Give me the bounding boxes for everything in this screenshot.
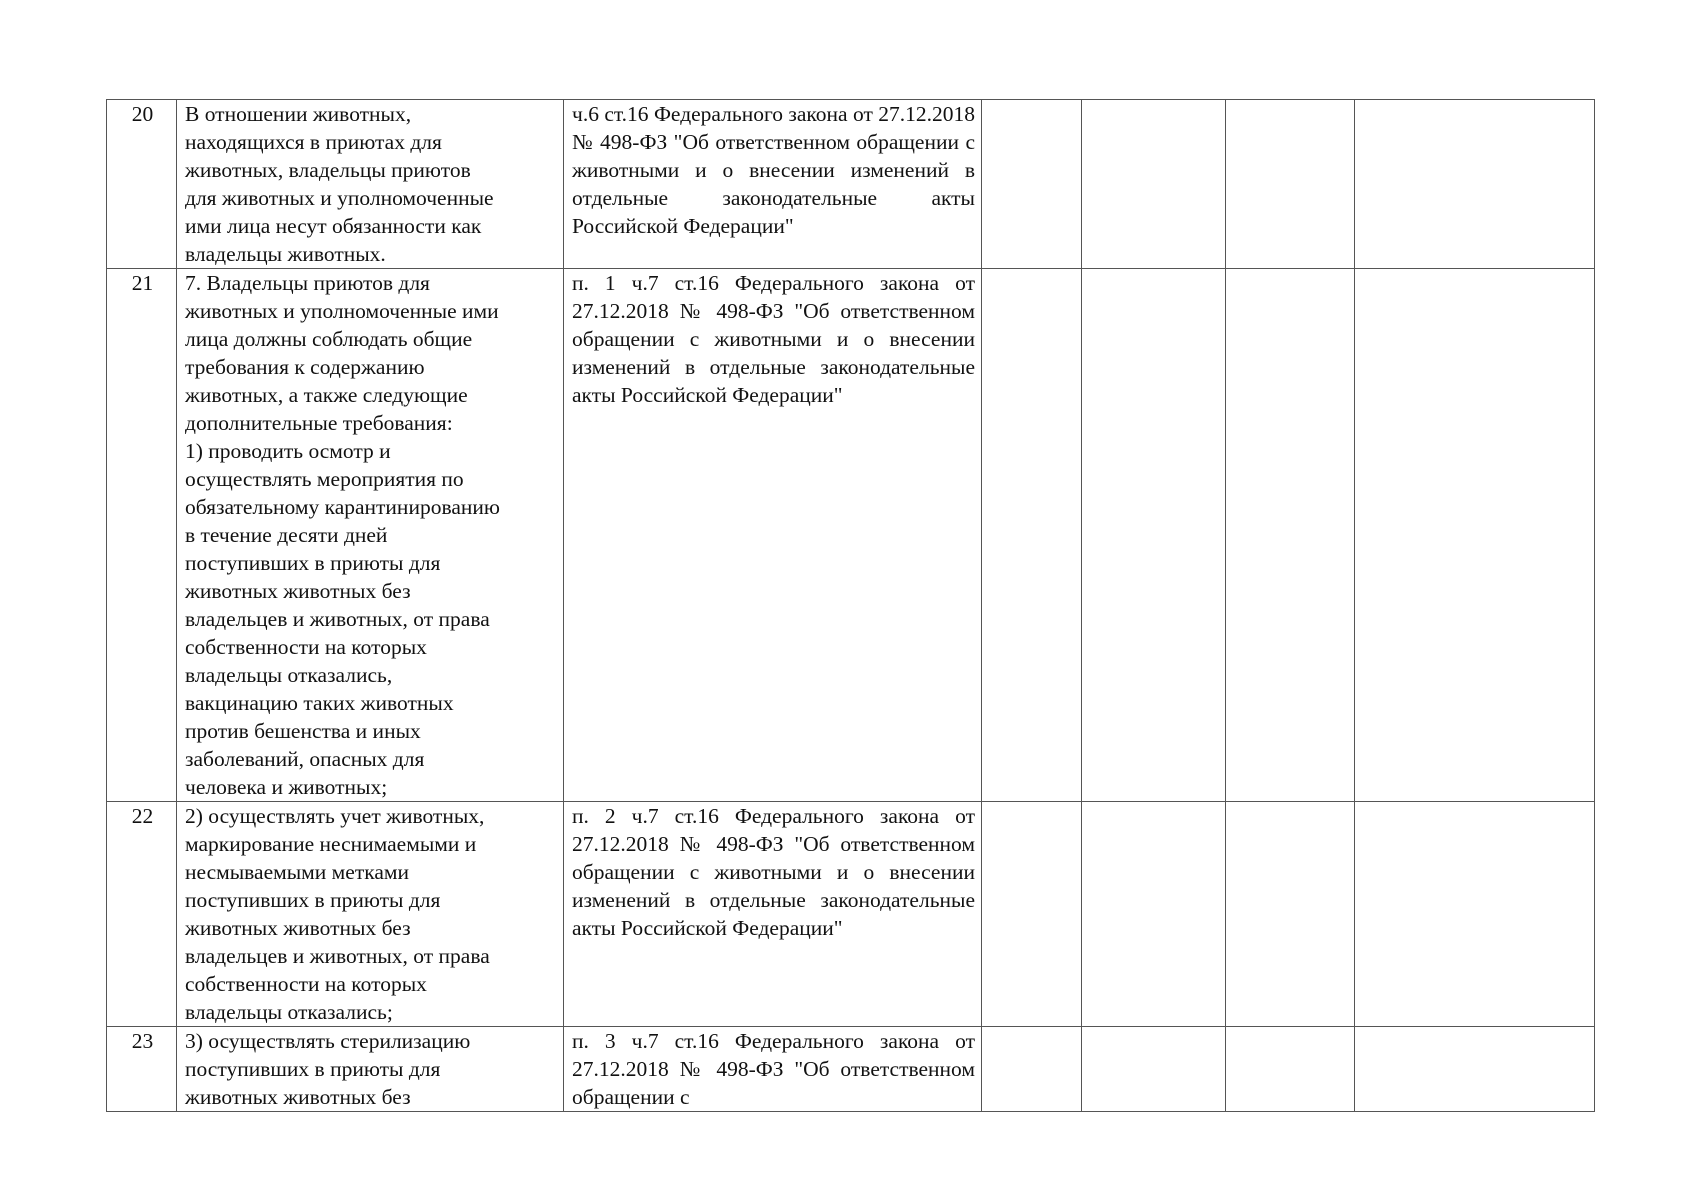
empty-cell (982, 269, 1082, 802)
table-row (107, 802, 1595, 1027)
empty-cell (982, 1027, 1082, 1112)
table-row (107, 269, 1595, 802)
requirement-text: 7. Владельцы приютов для животных и уполномоченные ими лица должны соблюдать общие требования к содержанию животных, а также следующие дополнительные требования: 1) проводить осмотр и осуществлять мероприятия по обязательному карантинированию в течение десяти дней поступивших в приюты для животных животных без владельцев и животных, от права собственности на которых владельцы отказались, вакцинацию таких животных против бешенства и иных заболеваний, опасных для человека и животных; (177, 269, 564, 802)
table-row (107, 100, 1595, 269)
empty-cell (1226, 269, 1355, 802)
empty-cell (1082, 802, 1226, 1027)
requirement-text: 3) осуществлять стерилизацию поступивших в приюты для животных животных без (177, 1027, 564, 1112)
requirement-text: В отношении животных, находящихся в приютах для животных, владельцы приютов для животных и уполномоченные ими лица несут обязанности как владельцы животных. (177, 100, 564, 269)
empty-cell (1082, 269, 1226, 802)
empty-cell (1226, 1027, 1355, 1112)
table-row (107, 1027, 1595, 1112)
row-number: 22 (107, 802, 177, 1027)
empty-cell (1082, 1027, 1226, 1112)
empty-cell (1355, 802, 1595, 1027)
legal-source: п. 3 ч.7 ст.16 Федерального закона от 27.12.2018 № 498-ФЗ "Об ответственном обращении с (564, 1027, 982, 1112)
empty-cell (1226, 802, 1355, 1027)
row-number: 20 (107, 100, 177, 269)
requirements-table (106, 99, 1595, 1112)
legal-source: п. 2 ч.7 ст.16 Федерального закона от 27.12.2018 № 498-ФЗ "Об ответственном обращении с животными и о внесении изменений в отдельные законодательные акты Российской Федерации" (564, 802, 982, 1027)
empty-cell (1226, 100, 1355, 269)
legal-source: п. 1 ч.7 ст.16 Федерального закона от 27.12.2018 № 498-ФЗ "Об ответственном обращении с животными и о внесении изменений в отдельные законодательные акты Российской Федерации" (564, 269, 982, 802)
empty-cell (1355, 100, 1595, 269)
requirement-text: 2) осуществлять учет животных, маркирование неснимаемыми и несмываемыми метками поступивших в приюты для животных животных без владельцев и животных, от права собственности на которых владельцы отказались; (177, 802, 564, 1027)
row-number: 23 (107, 1027, 177, 1112)
empty-cell (1355, 1027, 1595, 1112)
empty-cell (1082, 100, 1226, 269)
empty-cell (1355, 269, 1595, 802)
empty-cell (982, 100, 1082, 269)
row-number: 21 (107, 269, 177, 802)
empty-cell (982, 802, 1082, 1027)
legal-source: ч.6 ст.16 Федерального закона от 27.12.2018 № 498-ФЗ "Об ответственном обращении с животными и о внесении изменений в отдельные законодательные акты Российской Федерации" (564, 100, 982, 269)
